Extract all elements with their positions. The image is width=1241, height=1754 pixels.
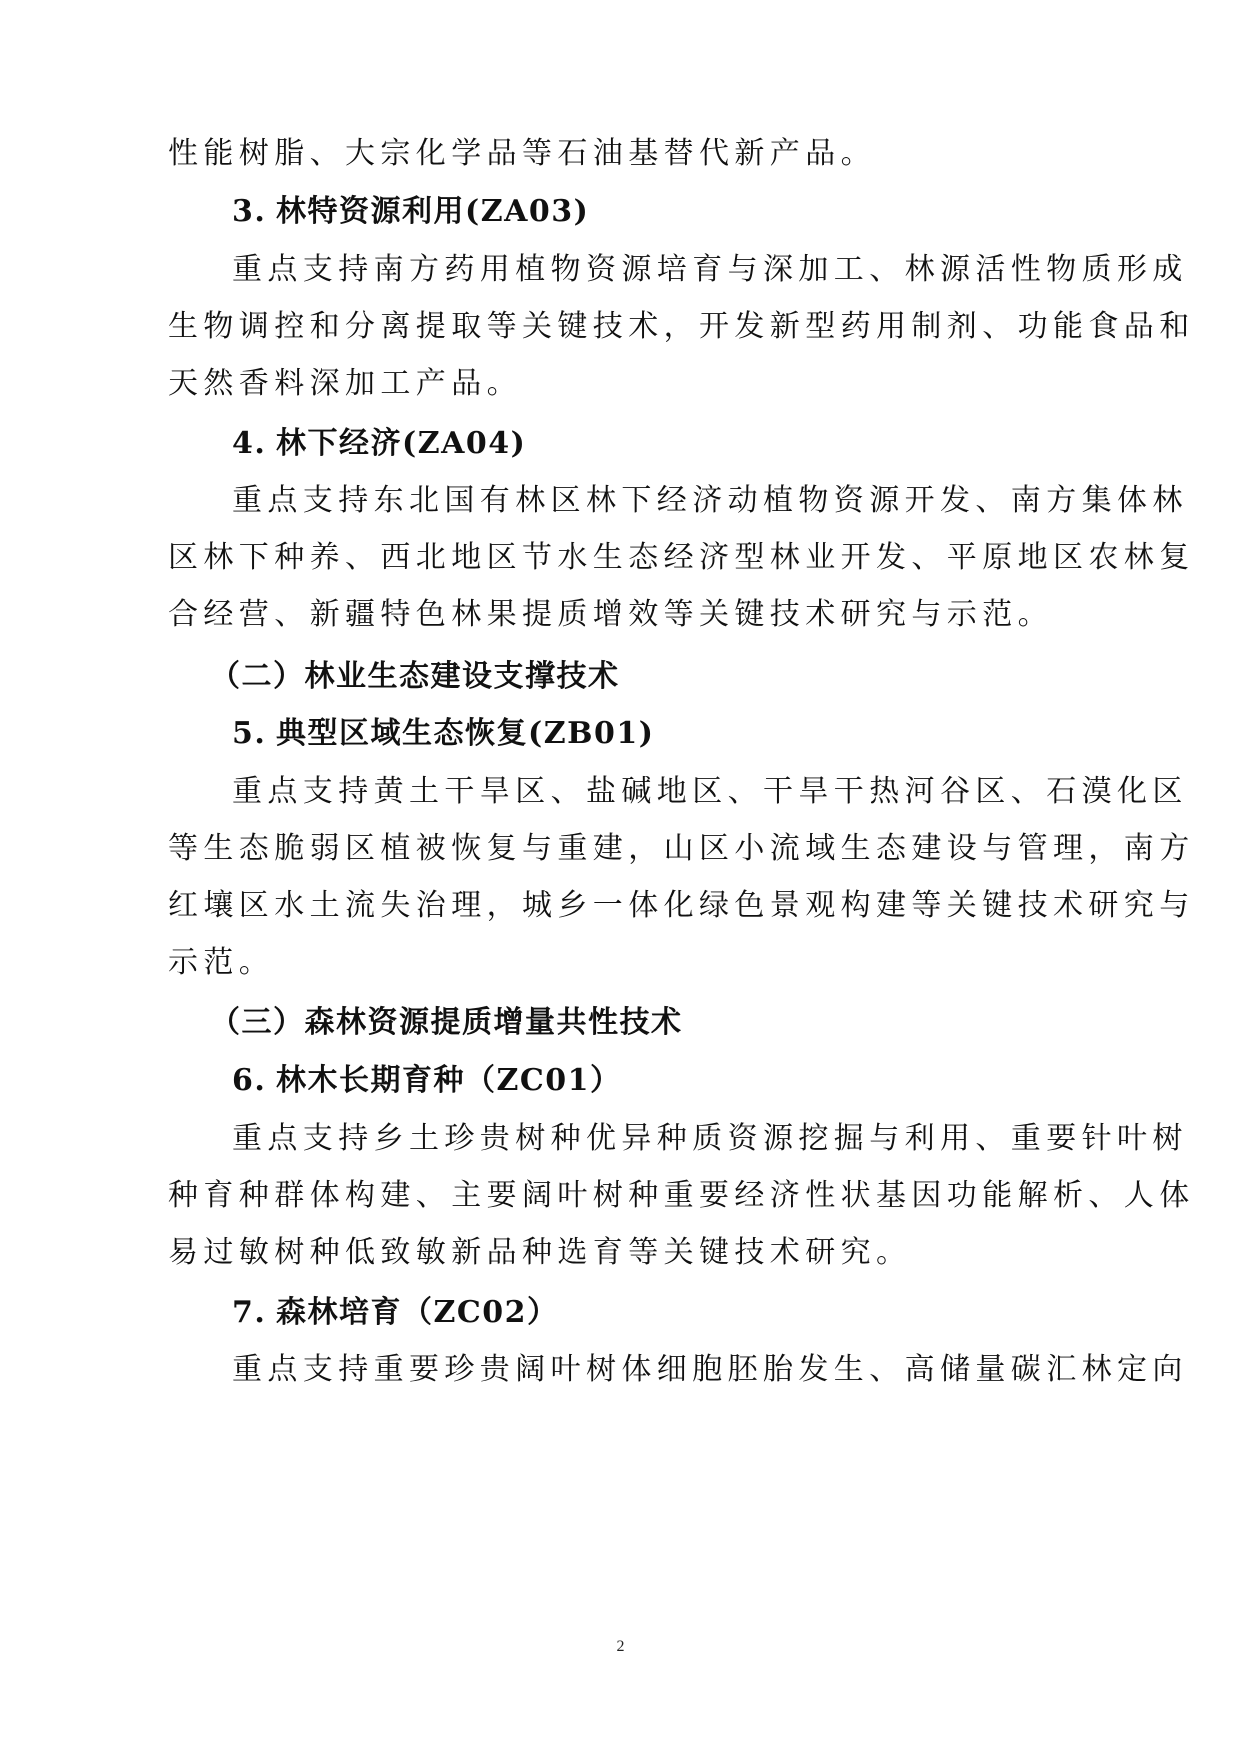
section-heading-zc01 [232, 1061, 1142, 1101]
paragraph-line: 红壤区水土流失治理，城乡一体化绿色景观构建等关键技术研究与 [168, 888, 1195, 923]
heading-title: 典型区域生态恢复(ZB01) [276, 716, 655, 751]
paragraph-line: 生物调控和分离提取等关键技术，开发新型药用制剂、功能食品和 [168, 309, 1195, 344]
heading-number: 5. [232, 716, 267, 751]
paragraph-line: 易过敏树种低致敏新品种选育等关键技术研究。 [168, 1235, 912, 1270]
heading-title: 林木长期育种（ZC01） [276, 1063, 622, 1098]
heading-title: 林下经济(ZA04) [276, 426, 527, 461]
paragraph-line: 区林下种养、西北地区节水生态经济型林业开发、平原地区农林复 [168, 540, 1195, 575]
section-title-2: （二）林业生态建设支撑技术 [210, 659, 620, 694]
paragraph-line: 示范。 [168, 945, 275, 980]
paragraph-line: 种育种群体构建、主要阔叶树种重要经济性状基因功能解析、人体 [168, 1178, 1195, 1213]
section-title-3: （三）森林资源提质增量共性技术 [210, 1005, 683, 1040]
heading-number: 7. [232, 1295, 267, 1330]
section-heading-za04 [232, 424, 1142, 464]
heading-number: 6. [232, 1063, 267, 1098]
heading-title: 林特资源利用(ZA03) [276, 194, 590, 229]
page-number: 2 [616, 1638, 625, 1655]
paragraph-line: 天然香料深加工产品。 [168, 366, 522, 401]
section-heading-za03 [232, 192, 1142, 232]
section-heading-zb01 [232, 714, 1142, 754]
heading-number: 4. [232, 426, 267, 461]
paragraph-line: 重点支持东北国有林区林下经济动植物资源开发、南方集体林 [232, 483, 1188, 518]
section-heading-zc02 [232, 1293, 1142, 1333]
paragraph-line: 重点支持黄土干旱区、盐碱地区、干旱干热河谷区、石漠化区 [232, 774, 1188, 809]
paragraph-line: 性能树脂、大宗化学品等石油基替代新产品。 [168, 136, 876, 171]
heading-title: 森林培育（ZC02） [276, 1295, 559, 1330]
paragraph-line: 重点支持重要珍贵阔叶树体细胞胚胎发生、高储量碳汇林定向 [232, 1352, 1188, 1387]
heading-number: 3. [232, 194, 267, 229]
paragraph-line: 等生态脆弱区植被恢复与重建，山区小流域生态建设与管理，南方 [168, 831, 1195, 866]
paragraph-line: 合经营、新疆特色林果提质增效等关键技术研究与示范。 [168, 597, 1053, 632]
paragraph-line: 重点支持乡土珍贵树种优异种质资源挖掘与利用、重要针叶树 [232, 1121, 1188, 1156]
paragraph-line: 重点支持南方药用植物资源培育与深加工、林源活性物质形成 [232, 252, 1188, 287]
